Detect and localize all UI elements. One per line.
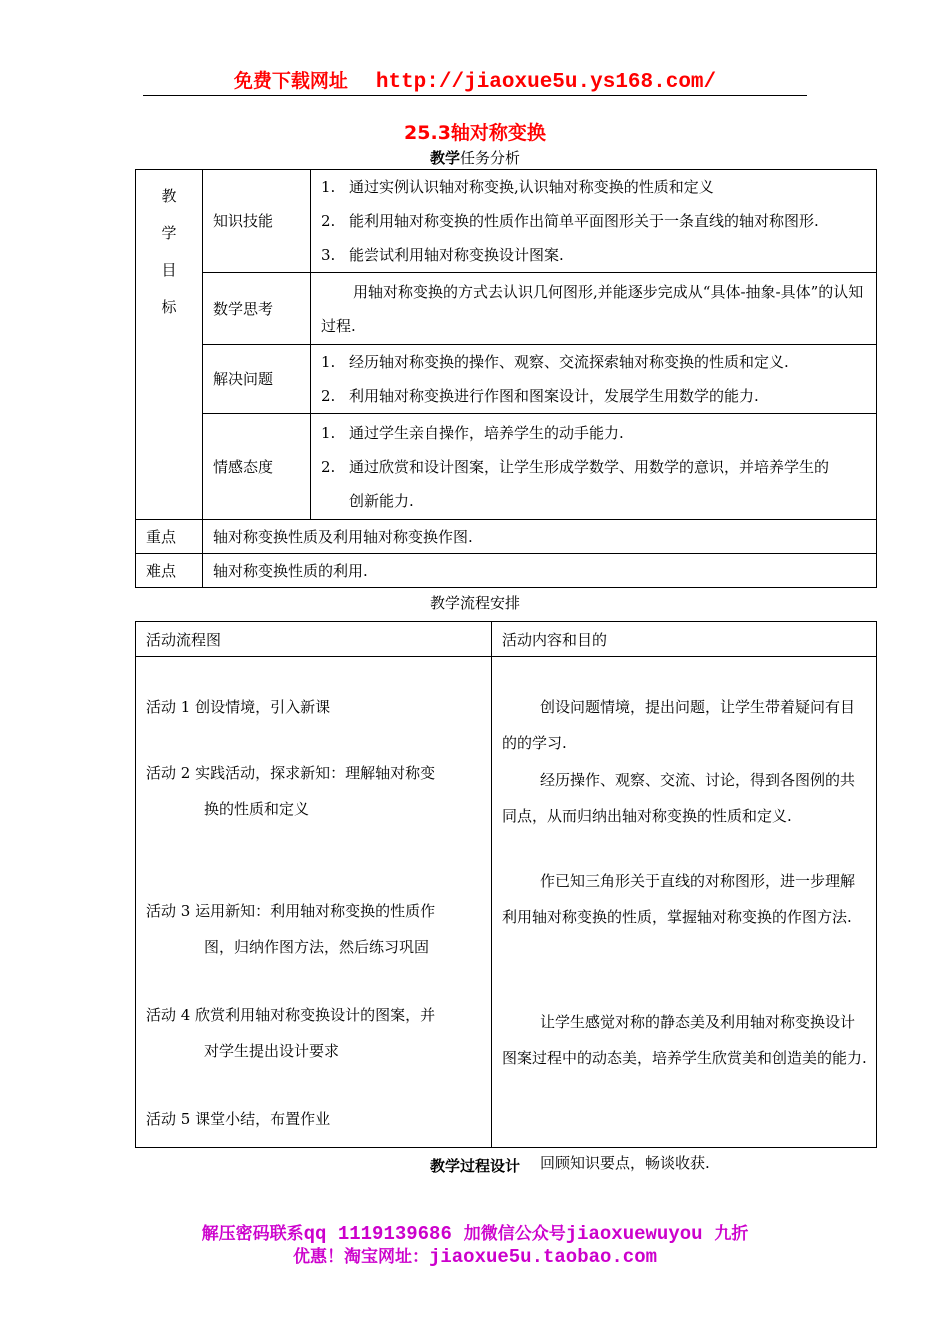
description-3: 作已知三角形关于直线的对称图形，进一步理解利用轴对称变换的性质，掌握轴对称变换的作图方法. xyxy=(502,872,856,926)
knowledge-items: 1. 通过实例认识轴对称变换,认识轴对称变换的性质和定义 2. 能利用轴对称变换的性质作出简单平面图形关于一条直线的轴对称图形. 3. 能尝试利用轴对称变换设计图案. xyxy=(311,170,877,273)
objectives-vertical-label: 教 学 目 标 xyxy=(136,170,203,520)
process-caption: 教学过程设计 xyxy=(429,1157,520,1175)
activity-5: 活动 5 课堂小结，布置作业 xyxy=(146,1110,331,1128)
key-point-label: 重点 xyxy=(136,520,203,554)
header-label: 免费下载网址 xyxy=(233,70,348,92)
activity-list xyxy=(136,657,492,1148)
taobao-url-link[interactable]: jiaoxue5u.taobao.com xyxy=(428,1246,658,1268)
category-knowledge: 知识技能 xyxy=(203,170,311,273)
page-title: 25.3轴对称变换 xyxy=(404,122,546,144)
task-analysis-caption: 教学任务分析 xyxy=(429,149,521,167)
description-2: 经历操作、观察、交流、讨论，得到各图例的共同点，从而归纳出轴对称变换的性质和定义. xyxy=(502,771,856,825)
header-divider xyxy=(143,95,807,96)
key-point-text: 轴对称变换性质及利用轴对称变换作图. xyxy=(203,520,877,554)
problem-solving-items: 1. 经历轴对称变换的操作、观察、交流探索轴对称变换的性质和定义. 2. 利用轴对称变换进行作图和图案设计，发展学生用数学的能力. xyxy=(311,345,877,414)
activity-3: 活动 3 运用新知：利用轴对称变换的性质作 图，归纳作图方法，然后练习巩固 xyxy=(146,902,436,956)
difficult-point-label: 难点 xyxy=(136,554,203,588)
activity-1: 活动 1 创设情境，引入新课 xyxy=(146,698,331,716)
description-4: 让学生感觉对称的静态美及利用轴对称变换设计图案过程中的动态美，培养学生欣赏美和创造美的能力. xyxy=(502,1013,867,1067)
flow-col2-header: 活动内容和目的 xyxy=(492,622,877,657)
flow-caption: 教学流程安排 xyxy=(429,594,520,612)
activity-descriptions xyxy=(492,657,877,1172)
download-header xyxy=(0,66,950,94)
difficult-point-text: 轴对称变换性质的利用. xyxy=(203,554,877,588)
activity-2: 活动 2 实践活动，探求新知：理解轴对称变 换的性质和定义 xyxy=(146,764,436,818)
description-5: 回顾知识要点，畅谈收获. xyxy=(540,1154,710,1172)
header-url-link[interactable]: http://jiaoxue5u.ys168.com/ xyxy=(375,71,717,94)
objectives-table xyxy=(135,169,877,588)
math-thinking-text: 用轴对称变换的方式去认识几何图形,并能逐步完成从“具体-抽象-具体”的认知过程. xyxy=(311,273,877,345)
attitude-items: 1. 通过学生亲自操作，培养学生的动手能力. 2. 通过欣赏和设计图案，让学生形成学数学、用数学的意识，并培养学生的 创新能力. xyxy=(311,414,877,520)
flow-col1-header: 活动流程图 xyxy=(136,622,492,657)
category-problem-solving: 解决问题 xyxy=(203,345,311,414)
footer-line-2: 优惠！淘宝网址：jiaoxue5u.taobao.com xyxy=(292,1246,658,1268)
activity-4: 活动 4 欣赏利用轴对称变换设计的图案，并 对学生提出设计要求 xyxy=(146,1006,436,1060)
category-attitude: 情感态度 xyxy=(203,414,311,520)
footer-line-1: 解压密码联系qq 1119139686 加微信公众号jiaoxuewuyou 九折 xyxy=(201,1223,749,1245)
category-math-thinking: 数学思考 xyxy=(203,273,311,345)
description-1: 创设问题情境，提出问题，让学生带着疑问有目的的学习. xyxy=(502,698,856,752)
